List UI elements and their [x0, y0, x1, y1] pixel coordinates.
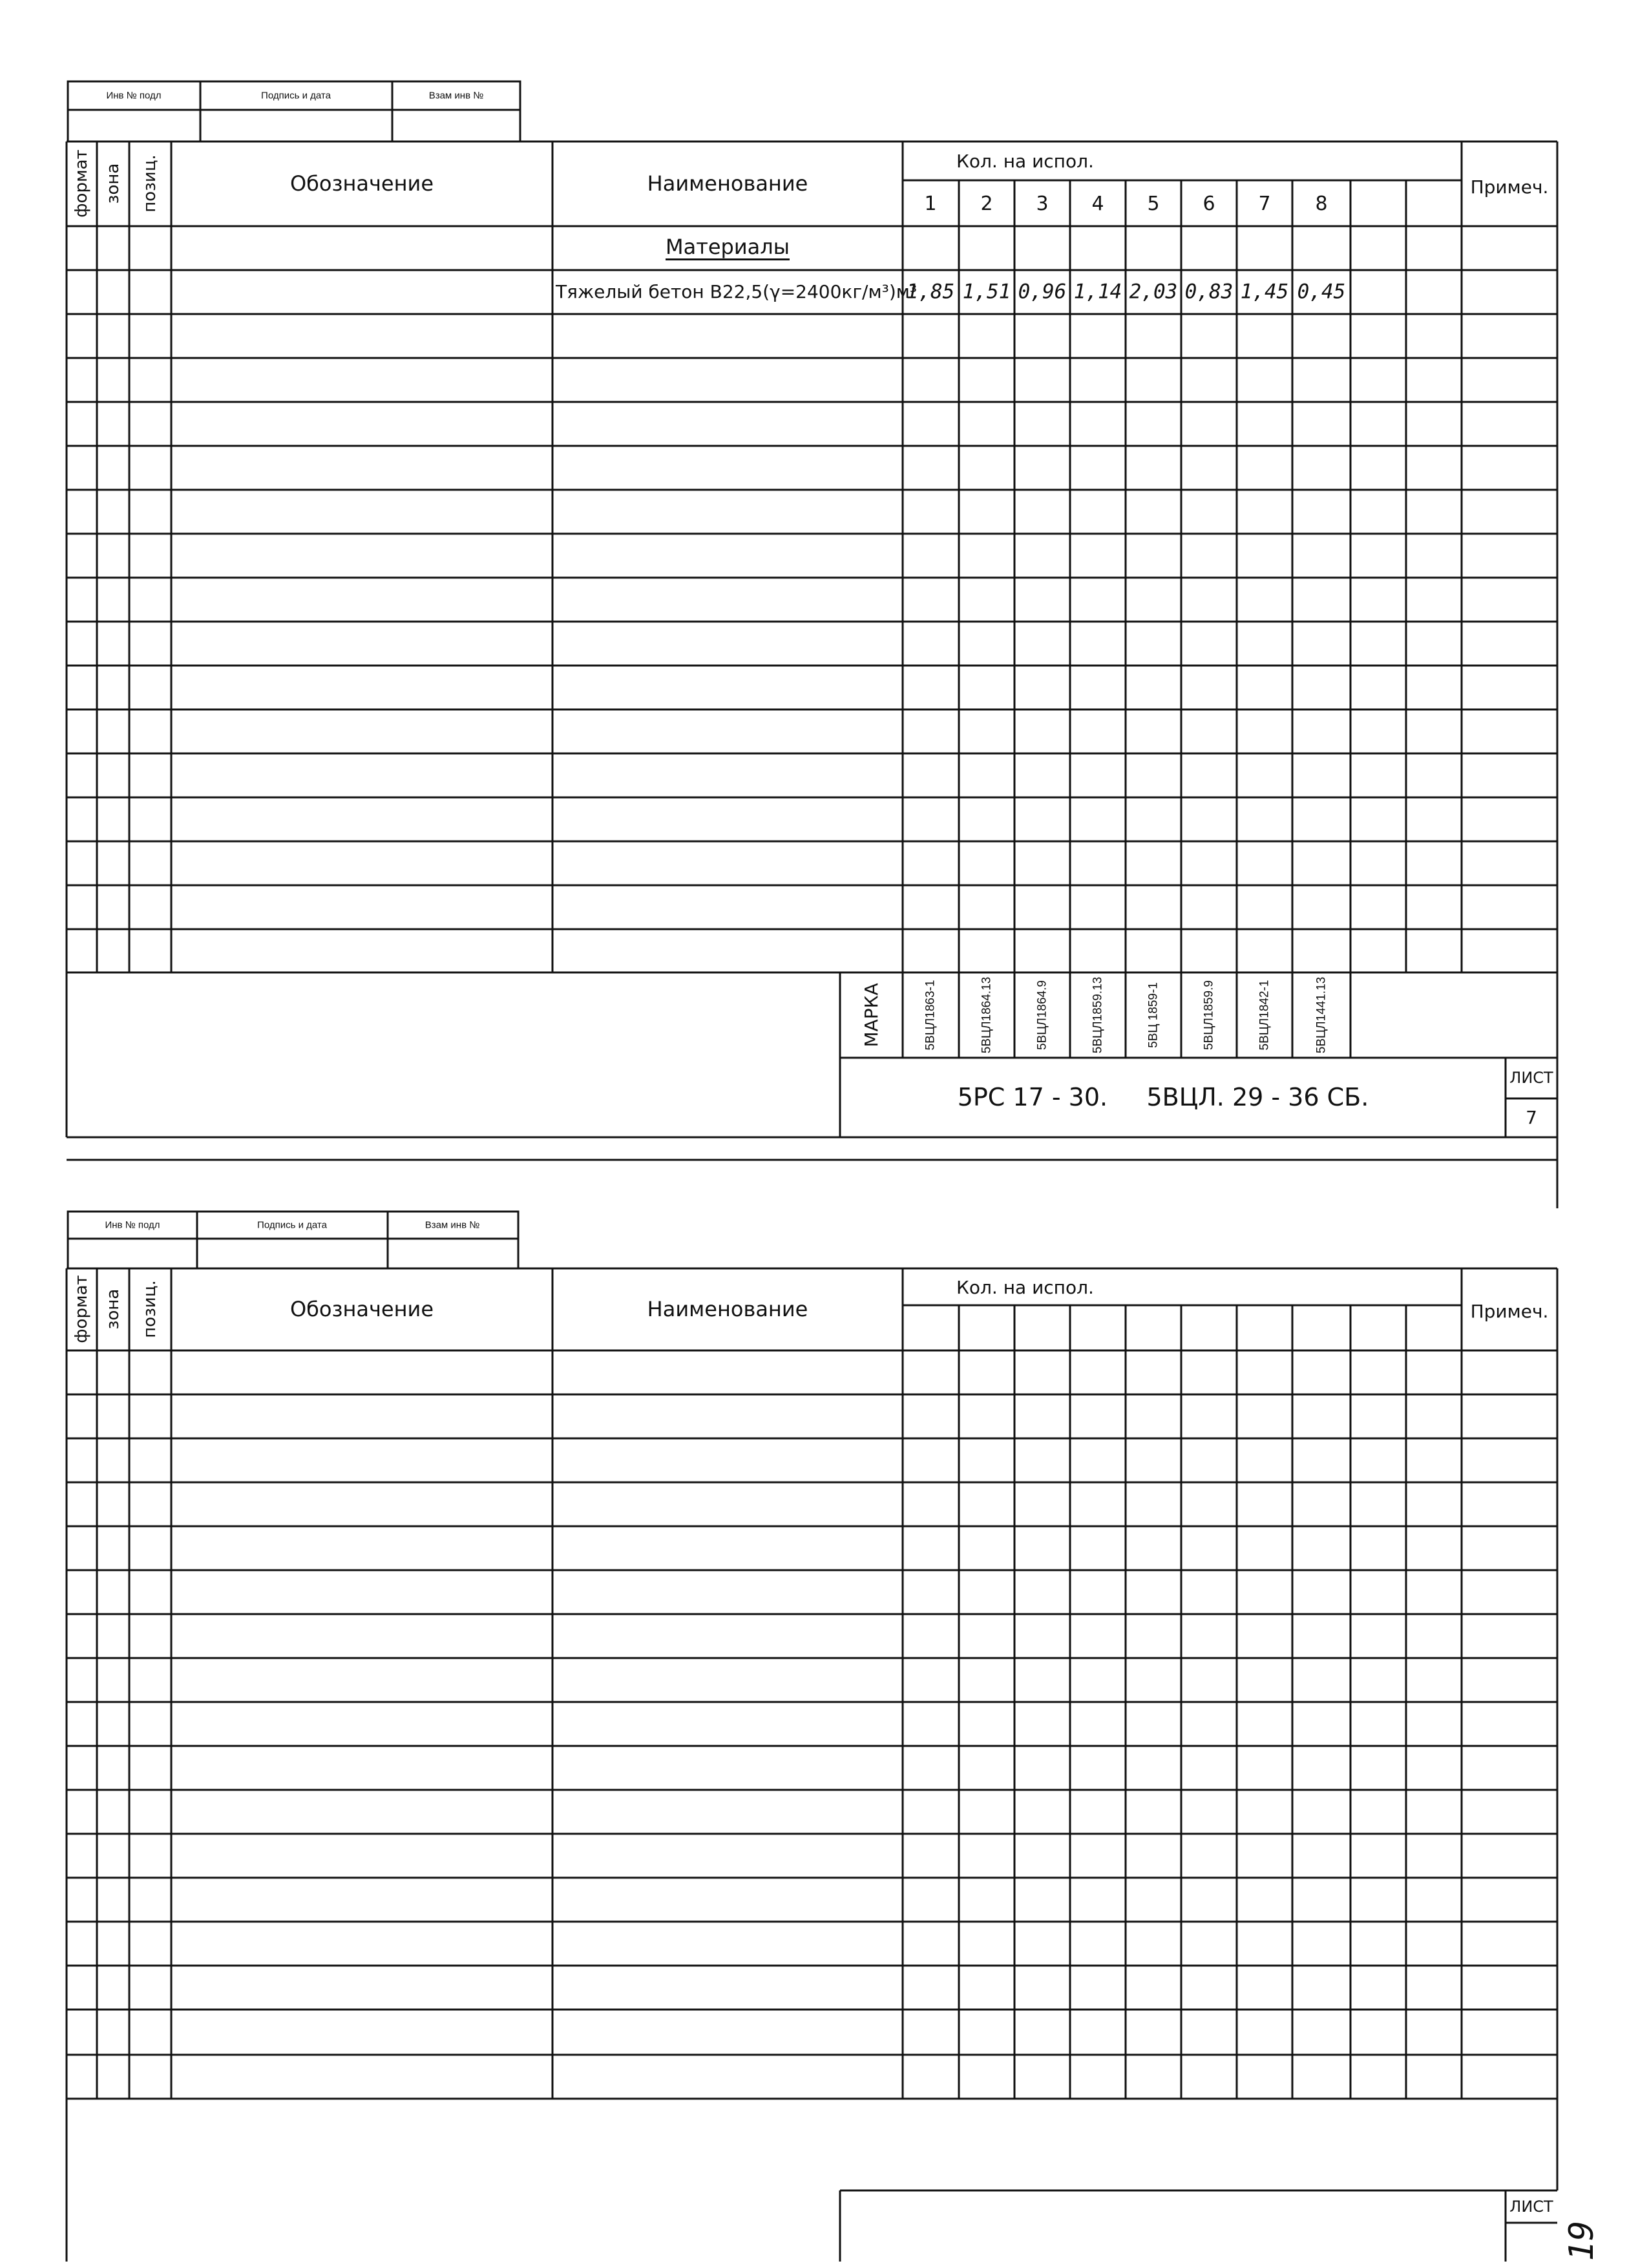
marka-label: МАРКА [861, 983, 882, 1047]
header-zone: зона [103, 163, 123, 204]
header-qty: Кол. на испол. [956, 151, 1094, 172]
header2-note: Примеч. [1470, 1301, 1549, 1322]
header-format: формат [72, 149, 91, 218]
qty-value-5: 2,03 [1129, 280, 1178, 304]
mark-3: 5ВЦЛ1864.9 [1035, 980, 1049, 1050]
qty-col-5: 5 [1147, 193, 1160, 215]
stamp-replace-label: Взам инв № [428, 90, 484, 101]
sheet-label: ЛИСТ [1509, 1069, 1553, 1087]
header2-position: позиц. [140, 1280, 160, 1338]
qty-col-3: 3 [1036, 193, 1049, 215]
header2-designation: Обозначение [289, 1297, 434, 1321]
qty-value-1: 1,85 [906, 280, 955, 304]
header-designation: Обозначение [289, 171, 434, 196]
stamp-inv-label: Инв № подл [106, 90, 162, 101]
qty-value-2: 1,51 [962, 280, 1011, 304]
header2-name: Наименование [647, 1297, 808, 1321]
qty-col-8: 8 [1315, 193, 1328, 215]
qty-value-6: 0,83 [1184, 280, 1234, 304]
qty-col-4: 4 [1091, 193, 1104, 215]
material-name: Тяжелый бетон В22,5(γ=2400кг/м³)м³ [556, 281, 918, 302]
mark-1: 5ВЦЛ1863-1 [923, 980, 938, 1051]
mark-5: 5ВЦ 1859-1 [1146, 982, 1161, 1048]
header2-format: формат [72, 1275, 91, 1343]
margin-handwritten-number: 19 [1562, 2220, 1601, 2262]
mark-8: 5ВЦЛ1441.13 [1314, 976, 1329, 1054]
qty-value-8: 0,45 [1297, 280, 1346, 304]
section-title: Материалы [666, 235, 790, 259]
mark-6: 5ВЦЛ1859.9 [1202, 980, 1216, 1050]
stamp2-sign-label: Подпись и дата [257, 1219, 327, 1231]
qty-col-7: 7 [1258, 193, 1271, 215]
qty-col-6: 6 [1203, 193, 1215, 215]
sheet2-label: ЛИСТ [1509, 2198, 1553, 2216]
document-code: 5РС 17 - 30. 5ВЦЛ. 29 - 36 СБ. [957, 1083, 1369, 1111]
sheet-number: 7 [1526, 1107, 1537, 1128]
header2-qty: Кол. на испол. [956, 1277, 1094, 1298]
mark-4: 5ВЦЛ1859.13 [1091, 976, 1105, 1054]
header2-zone: зона [103, 1288, 123, 1330]
mark-7: 5ВЦЛ1842-1 [1257, 980, 1272, 1051]
stamp2-inv-label: Инв № подл [105, 1219, 160, 1231]
header-position: позиц. [140, 154, 160, 213]
qty-col-2: 2 [980, 193, 993, 215]
qty-value-7: 1,45 [1240, 280, 1289, 304]
stamp2-replace-label: Взам инв № [425, 1219, 480, 1231]
qty-value-4: 1,14 [1073, 280, 1122, 304]
mark-2: 5ВЦЛ1864.13 [980, 976, 994, 1054]
qty-col-1: 1 [924, 193, 937, 215]
header-note: Примеч. [1470, 176, 1549, 198]
stamp-sign-label: Подпись и дата [261, 90, 331, 101]
qty-value-3: 0,96 [1018, 280, 1067, 304]
header-name: Наименование [647, 171, 808, 196]
